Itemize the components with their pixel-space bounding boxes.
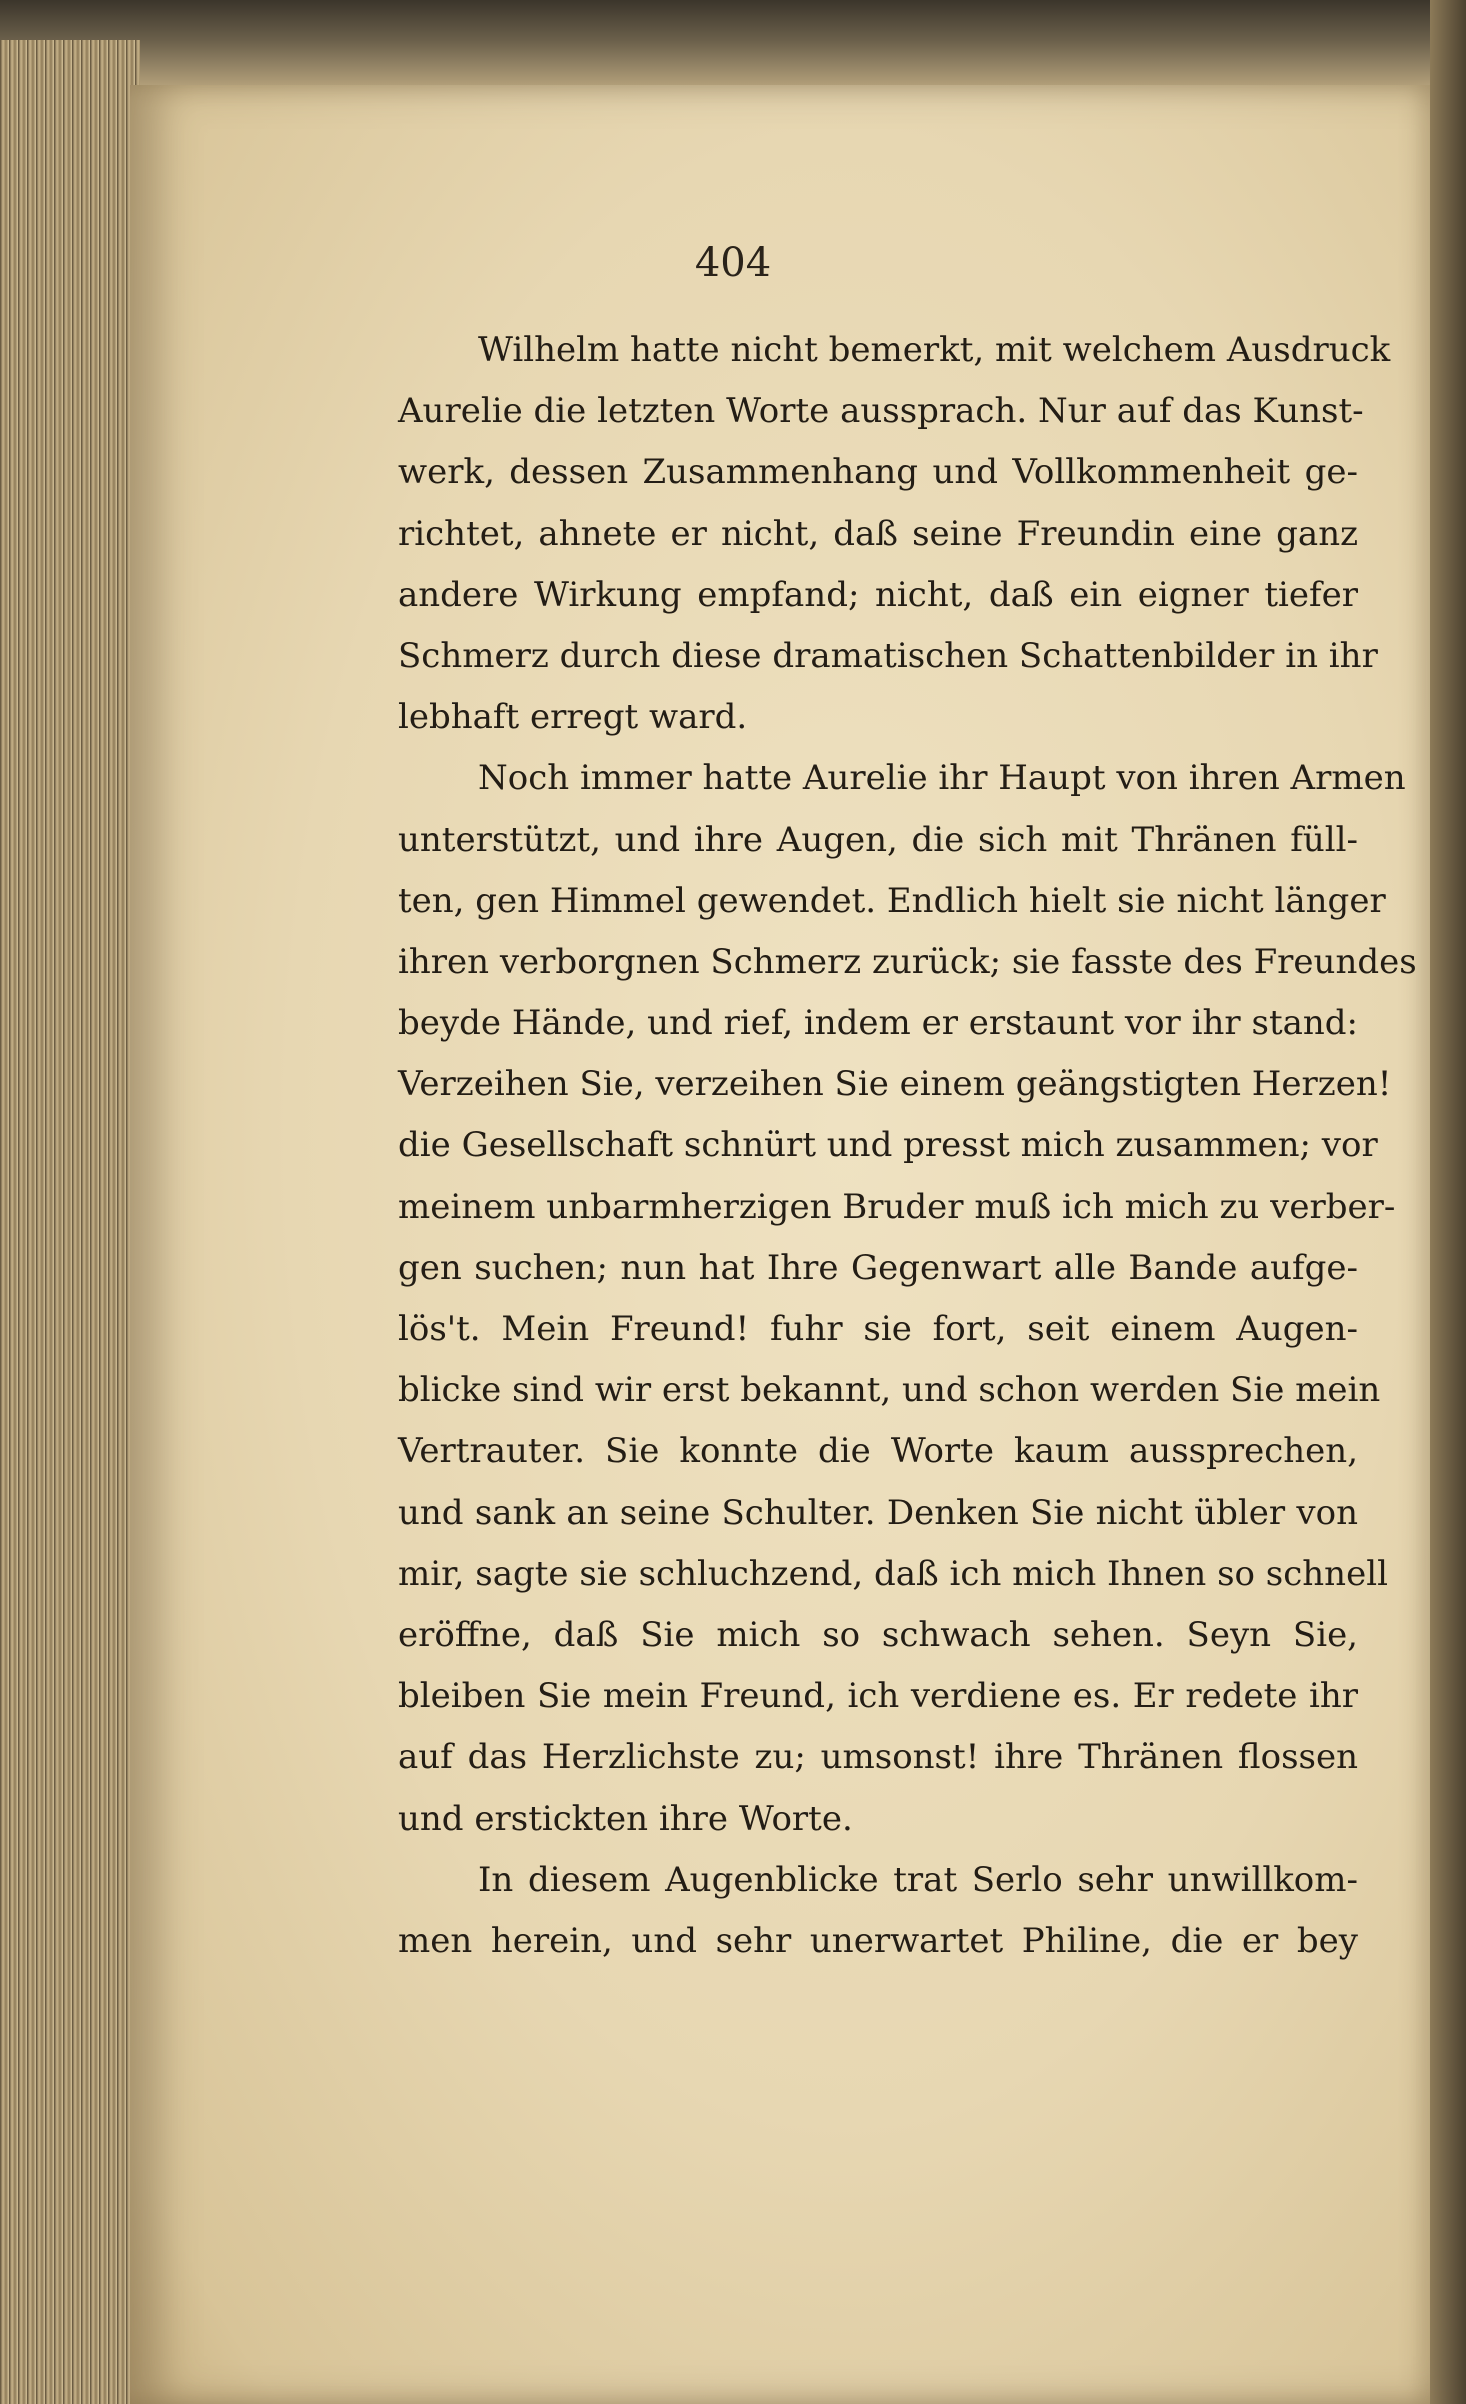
text-line: ten, gen Himmel gewendet. Endlich hielt sie nicht länger: [398, 880, 1386, 921]
text-line: mir, sagte sie schluchzend, daß ich mich Ihnen so schnell: [398, 1553, 1388, 1594]
text-line: In diesem Augenblicke trat Serlo sehr unwillkom-: [478, 1859, 1358, 1900]
text-line: richtet, ahnete er nicht, daß seine Freundin eine ganz: [398, 513, 1358, 554]
text-line: Schmerz durch diese dramatischen Schattenbilder in ihr: [398, 635, 1378, 676]
text-line: ihren verborgnen Schmerz zurück; sie fasste des Freundes: [398, 941, 1417, 982]
text-line: Vertrauter. Sie konnte die Worte kaum aussprechen,: [398, 1431, 1358, 1472]
text-line: Verzeihen Sie, verzeihen Sie einem geängstigten Herzen!: [398, 1064, 1392, 1105]
paragraph-1: [398, 320, 1391, 748]
text-line: unterstützt, und ihre Augen, die sich mit Thränen füll-: [398, 819, 1358, 860]
text-line: auf das Herzlichste zu; umsonst! ihre Thränen flossen: [398, 1737, 1358, 1778]
text-line: Aurelie die letzten Worte aussprach. Nur auf das Kunst-: [398, 391, 1364, 432]
book-top-edge: [0, 0, 1466, 90]
page-number: 404: [694, 240, 772, 286]
text-line: meinem unbarmherzigen Bruder muß ich mich zu verber-: [398, 1186, 1396, 1227]
text-line: die Gesellschaft schnürt und presst mich zusammen; vor: [398, 1125, 1378, 1166]
body-text: [398, 320, 1417, 1972]
paragraph-3: [398, 1850, 1358, 1972]
text-line: beyde Hände, und rief, indem er erstaunt vor ihr stand:: [398, 1003, 1358, 1044]
text-line: werk, dessen Zusammenhang und Vollkommenheit ge-: [398, 452, 1358, 493]
text-line: Noch immer hatte Aurelie ihr Haupt von ihren Armen: [478, 758, 1406, 799]
page-stack-edge: [0, 40, 140, 2404]
scan-right-border: [1430, 0, 1466, 2404]
text-line: blicke sind wir erst bekannt, und schon werden Sie mein: [398, 1370, 1381, 1411]
text-line: bleiben Sie mein Freund, ich verdiene es. Er redete ihr: [398, 1676, 1358, 1717]
text-line: und sank an seine Schulter. Denken Sie nicht übler von: [398, 1492, 1358, 1533]
text-line: men herein, und sehr unerwartet Philine, die er bey: [398, 1920, 1358, 1961]
text-line: eröffne, daß Sie mich so schwach sehen. Seyn Sie,: [398, 1614, 1358, 1655]
text-line: lös't. Mein Freund! fuhr sie fort, seit einem Augen-: [398, 1309, 1358, 1349]
paragraph-2: [398, 748, 1417, 1849]
text-line: lebhaft erregt ward.: [398, 697, 748, 738]
text-line: und erstickten ihre Worte.: [398, 1798, 853, 1839]
text-line: andere Wirkung empfand; nicht, daß ein eigner tiefer: [398, 574, 1358, 615]
text-line: Wilhelm hatte nicht bemerkt, mit welchem Ausdruck: [478, 330, 1391, 370]
text-line: gen suchen; nun hat Ihre Gegenwart alle Bande aufge-: [398, 1247, 1358, 1288]
